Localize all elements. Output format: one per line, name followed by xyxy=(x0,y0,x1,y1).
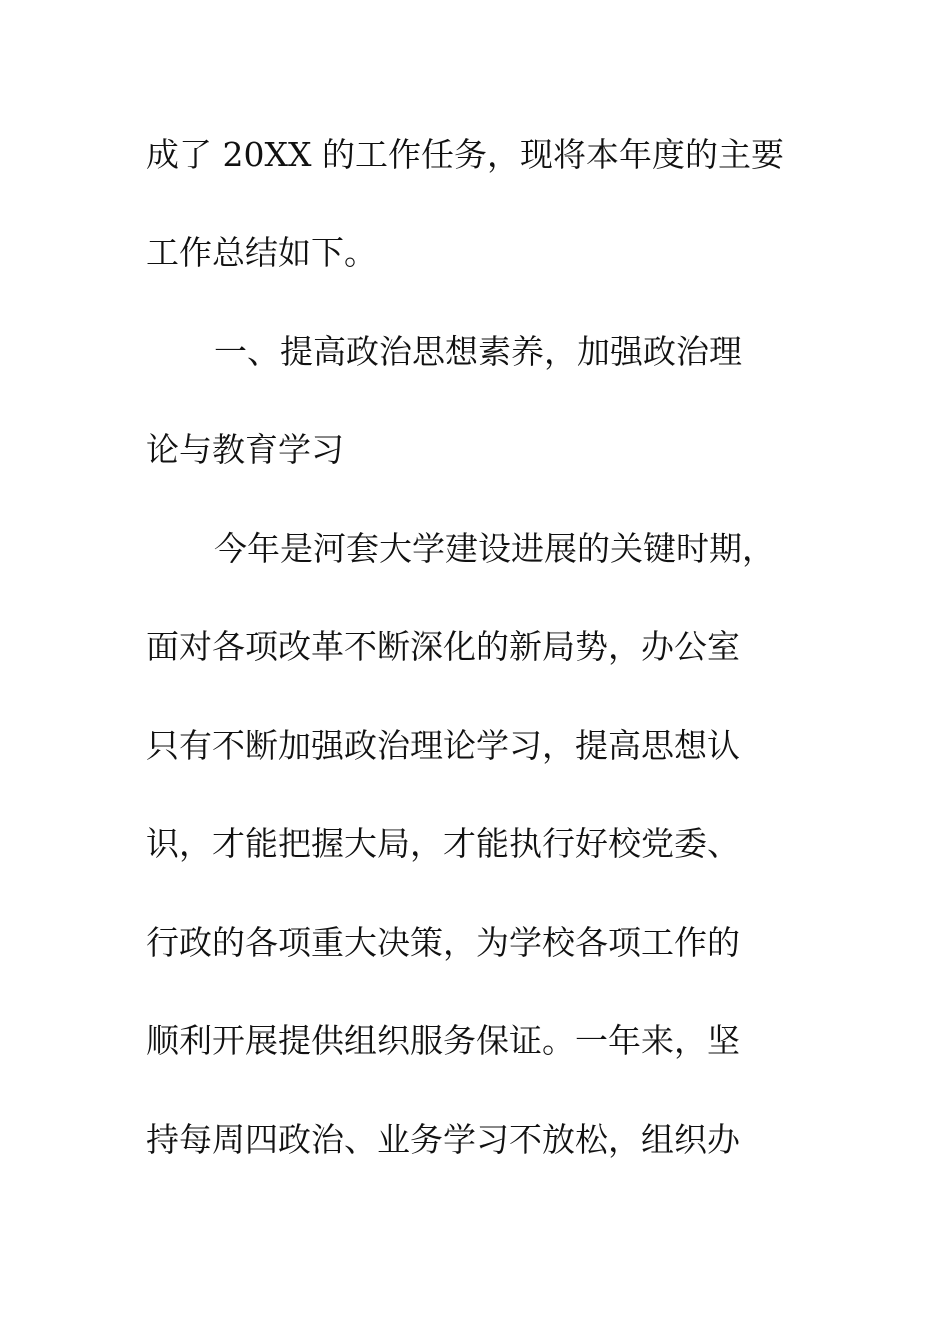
section-heading-line: 论与教育学习 xyxy=(146,430,344,469)
section-heading-line: 一、提高政治思想素养，加强政治理 xyxy=(214,332,742,371)
body-text-line: 今年是河套大学建设进展的关键时期， xyxy=(214,529,775,568)
body-text-line: 面对各项改革不断深化的新局势，办公室 xyxy=(146,627,740,666)
body-text-line: 识，才能把握大局，才能执行好校党委、 xyxy=(146,824,740,863)
body-text-line: 工作总结如下。 xyxy=(146,233,377,272)
body-text-line: 只有不断加强政治理论学习，提高思想认 xyxy=(146,726,740,765)
body-text-line: 顺利开展提供组织服务保证。一年来，坚 xyxy=(146,1021,740,1060)
body-text-line: 成了 20XX 的工作任务，现将本年度的主要 xyxy=(146,135,784,174)
body-text-line: 持每周四政治、业务学习不放松，组织办 xyxy=(146,1120,740,1159)
body-text-line: 行政的各项重大决策，为学校各项工作的 xyxy=(146,923,740,962)
